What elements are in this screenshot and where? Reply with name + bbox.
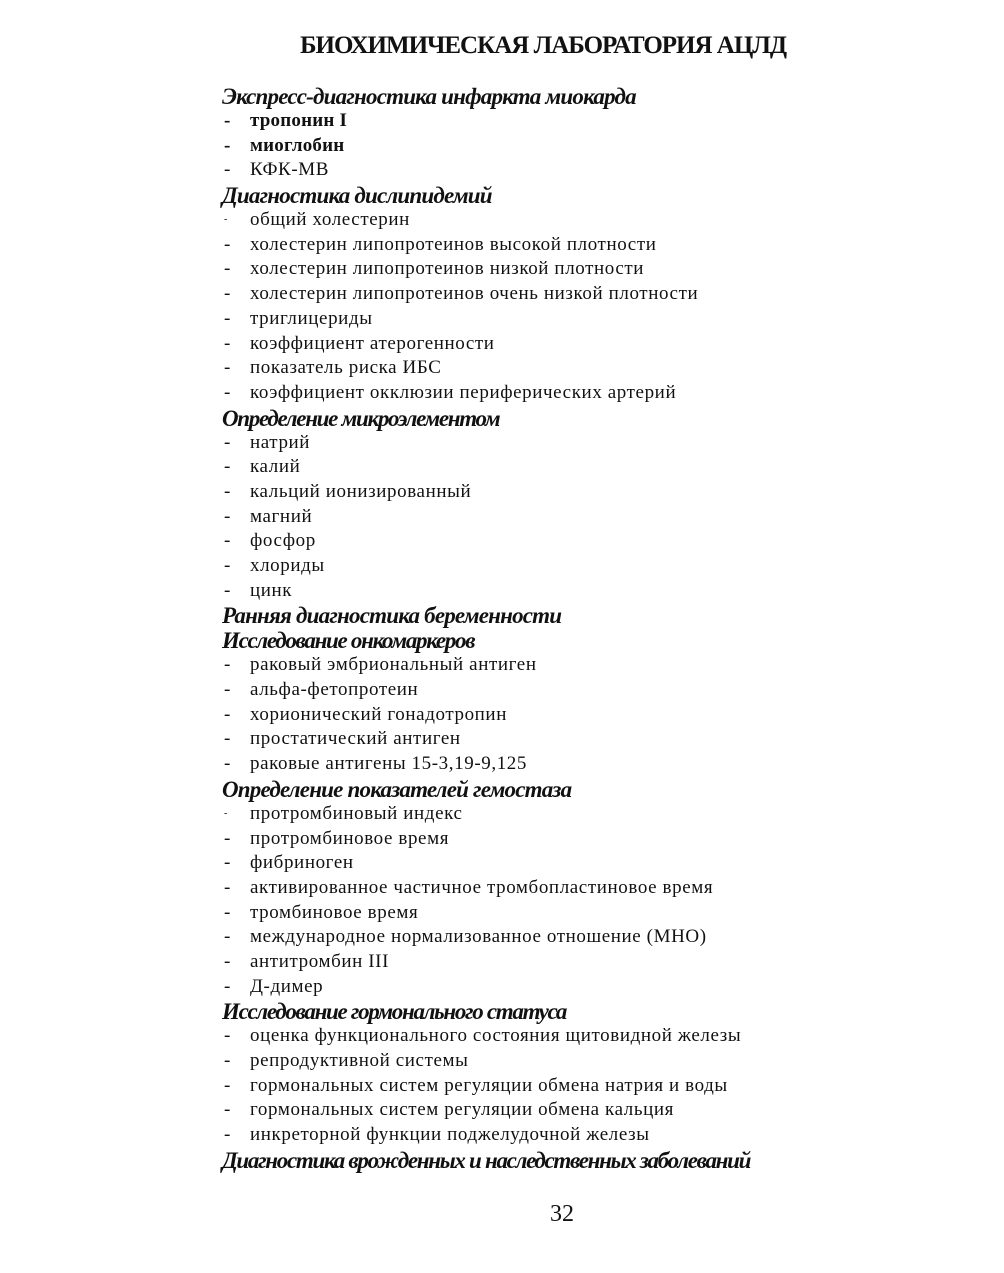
section-heading: Ранняя диагностика беременности: [222, 603, 562, 629]
list-marker: -: [224, 926, 231, 948]
list-item: [222, 678, 862, 703]
list-item-text: раковый эмбриональный антиген: [250, 654, 537, 676]
list-marker: -: [224, 703, 231, 725]
list-marker: -: [224, 233, 231, 255]
list-marker: -: [224, 381, 231, 403]
list-item-text: общий холестерин: [250, 209, 410, 231]
list-marker: -: [224, 480, 231, 502]
list-item: [222, 431, 862, 456]
list-marker: -: [224, 654, 231, 676]
list-item-text: холестерин липопротеинов высокой плотности: [250, 233, 657, 255]
list-item-text: коэффициент атерогенности: [250, 332, 495, 354]
list-item-text: оценка функционального состояния щитовидной железы: [250, 1025, 742, 1047]
list-item-text: простатический антиген: [250, 728, 461, 750]
list-item: [222, 1074, 862, 1099]
list-marker: -: [224, 1025, 231, 1047]
list-marker: -: [224, 555, 231, 576]
list-item: [222, 505, 862, 530]
list-item: [222, 901, 862, 926]
list-item: [222, 752, 862, 777]
list-item-text: антитромбин III: [250, 950, 390, 972]
list-item-text: триглицериды: [250, 307, 373, 329]
list-marker: -: [224, 134, 231, 156]
list-marker: -: [224, 530, 231, 552]
list-item-text: хлориды: [250, 555, 325, 576]
list-item-text: коэффициент окклюзии периферических артерий: [250, 381, 677, 403]
list-marker: -: [224, 876, 231, 898]
list-item-text: альфа-фетопротеин: [250, 679, 419, 701]
list-item-text: фосфор: [250, 530, 316, 552]
list-item: [222, 455, 862, 480]
list-item-text: протромбиновое время: [250, 827, 450, 849]
list-item-text: тропонин I: [250, 110, 348, 131]
list-item: [222, 307, 862, 332]
list-item-text: гормональных систем регуляции обмена кальция: [250, 1099, 675, 1121]
list-item: [222, 1098, 862, 1123]
list-item: [222, 233, 862, 258]
list-marker: -: [224, 950, 231, 972]
list-marker: -: [224, 214, 228, 226]
list-item: [222, 925, 862, 950]
list-item: [222, 851, 862, 876]
list-marker: -: [224, 808, 228, 820]
list-marker: -: [224, 1050, 231, 1071]
section-heading: Определение микроэлементом: [222, 405, 500, 431]
list-marker: -: [224, 901, 231, 923]
list-marker: -: [224, 332, 231, 354]
list-item-text: раковые антигены 15-3,19-9,125: [250, 753, 528, 775]
list-marker: -: [224, 975, 231, 997]
list-marker: -: [224, 283, 231, 305]
list-marker: -: [224, 753, 231, 775]
list-item: [222, 480, 862, 505]
list-marker: -: [224, 159, 231, 181]
list-marker: -: [224, 456, 231, 478]
list-item: [222, 554, 862, 579]
list-marker: -: [224, 258, 231, 280]
list-item: [222, 653, 862, 678]
list-item-text: фибриноген: [250, 852, 354, 874]
list-item-text: протромбиновый индекс: [250, 802, 463, 824]
list-item: [222, 356, 862, 381]
document-body: [222, 84, 862, 1173]
list-marker: -: [224, 728, 231, 750]
list-item: [222, 727, 862, 752]
list-item-text: калий: [250, 456, 301, 478]
page-title: БИОХИМИЧЕСКАЯ ЛАБОРАТОРИЯ АЦЛД: [300, 32, 787, 59]
list-item: [222, 282, 862, 307]
list-item-text: международное нормализованное отношение (МНО): [250, 926, 707, 948]
list-item: [222, 257, 862, 282]
list-item-text: показатель риска ИБС: [250, 357, 442, 379]
list-item: [222, 208, 862, 233]
list-item: [222, 975, 862, 1000]
list-item-text: холестерин липопротеинов очень низкой плотности: [250, 283, 699, 305]
list-item-text: натрий: [250, 431, 311, 453]
list-item-text: инкреторной функции поджелудочной железы: [250, 1124, 650, 1146]
list-item: [222, 1024, 862, 1049]
list-item: [222, 1123, 862, 1148]
list-item-text: холестерин липопротеинов низкой плотности: [250, 258, 645, 280]
list-marker: -: [224, 110, 231, 131]
list-item: [222, 950, 862, 975]
section-heading: Диагностика дислипидемий: [222, 183, 492, 209]
section-heading: Исследование гормонального статуса: [222, 999, 567, 1025]
list-item-text: КФК-МВ: [250, 159, 330, 181]
list-marker: -: [224, 579, 231, 601]
list-marker: -: [224, 307, 231, 329]
list-item-text: Д-димер: [250, 975, 324, 997]
list-item: [222, 381, 862, 406]
section-heading: Определение показателей гемостаза: [222, 776, 572, 802]
list-item-text: магний: [250, 505, 313, 527]
list-marker: -: [224, 679, 231, 701]
list-item-text: хорионический гонадотропин: [250, 703, 507, 725]
list-marker: -: [224, 431, 231, 453]
list-marker: -: [224, 1074, 231, 1096]
list-item: [222, 109, 862, 134]
list-item-text: кальций ионизированный: [250, 480, 472, 502]
list-item-text: цинк: [250, 579, 293, 601]
section-heading: Диагностика врожденных и наследственных заболеваний: [222, 1147, 751, 1173]
list-item: [222, 158, 862, 183]
list-marker: -: [224, 852, 231, 874]
list-item: [222, 827, 862, 852]
list-item: [222, 876, 862, 901]
list-marker: -: [224, 505, 231, 527]
list-item-text: активированное частичное тромбопластиновое время: [250, 876, 714, 898]
list-item: [222, 579, 862, 604]
list-item: [222, 332, 862, 357]
list-marker: -: [224, 357, 231, 379]
list-item: [222, 802, 862, 827]
list-marker: -: [224, 827, 231, 849]
list-item-text: репродуктивной системы: [250, 1050, 469, 1071]
section-heading: Экспресс-диагностика инфаркта миокарда: [222, 84, 636, 109]
list-item-text: гормональных систем регуляции обмена натрия и воды: [250, 1074, 728, 1096]
list-item: [222, 529, 862, 554]
list-marker: -: [224, 1099, 231, 1121]
list-item-text: миоглобин: [250, 134, 345, 156]
section-heading: Исследование онкомаркеров: [222, 628, 475, 654]
list-item: [222, 134, 862, 159]
list-marker: -: [224, 1124, 231, 1146]
list-item-text: тромбиновое время: [250, 901, 419, 923]
list-item: [222, 1049, 862, 1074]
list-item: [222, 703, 862, 728]
page-number: 32: [550, 1201, 574, 1227]
